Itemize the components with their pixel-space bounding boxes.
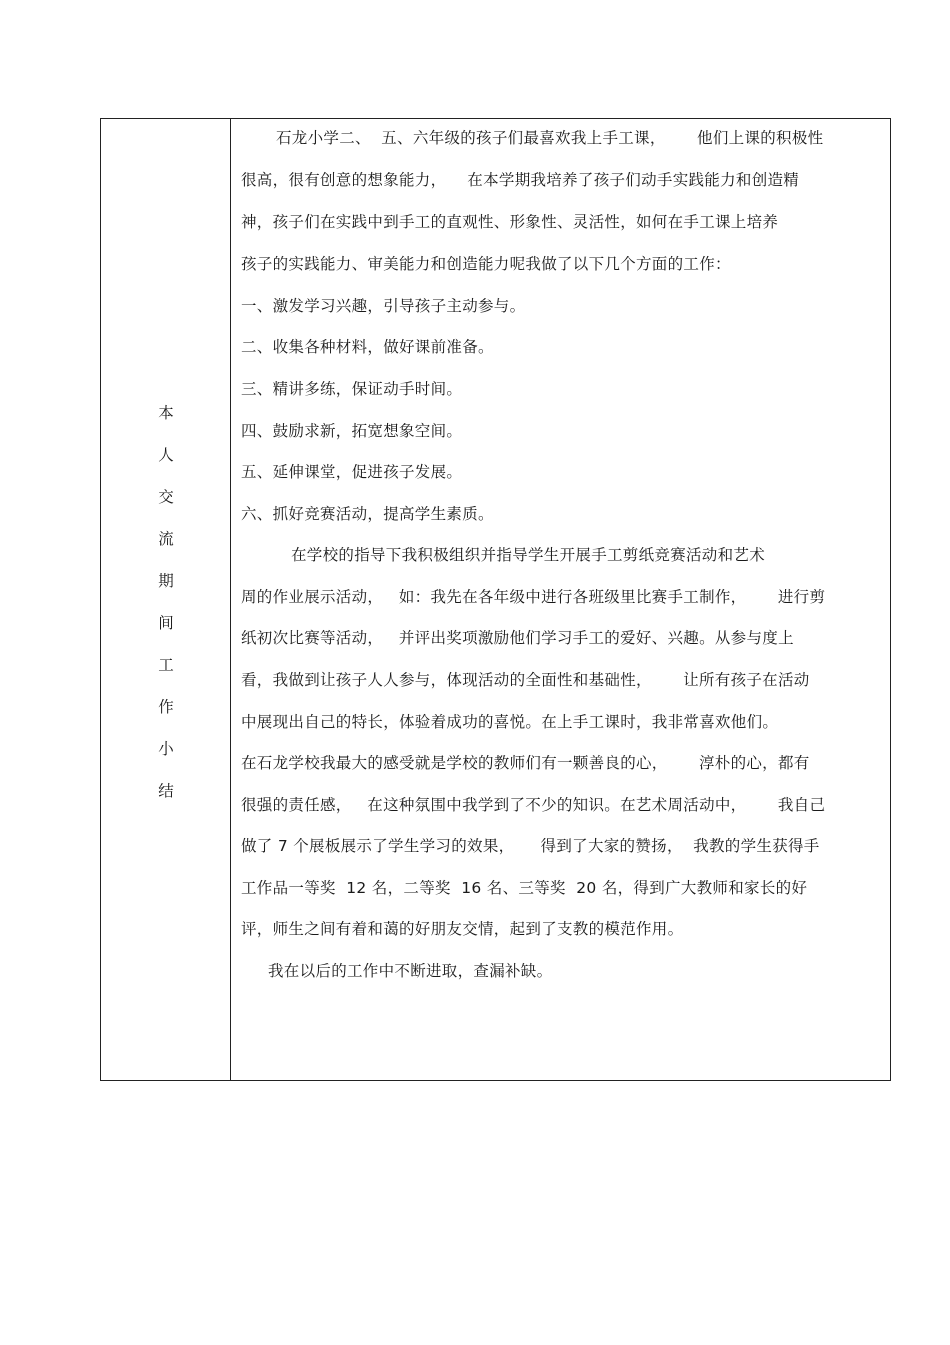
paragraph-line: 纸初次比赛等活动， 并评出奖项激励他们学习手工的爱好、兴趣。从参与度上 (241, 629, 794, 647)
label-char: 本 (158, 404, 174, 422)
list-item: 一、激发学习兴趣，引导孩子主动参与。 (241, 297, 526, 315)
paragraph-line: 很强的责任感， 在这种氛围中我学到了不少的知识。在艺术周活动中， 我自己 (241, 796, 826, 814)
paragraph-line: 工作品一等奖 12 名，二等奖 16 名、三等奖 20 名，得到广大教师和家长的好 (241, 879, 808, 897)
paragraph-line: 石龙小学二、 五、六年级的孩子们最喜欢我上手工课， 他们上课的积极性 (276, 129, 824, 147)
paragraph-line: 评，师生之间有着和蔼的好朋友交情，起到了支教的模范作用。 (241, 920, 684, 938)
paragraph-line: 中展现出自己的特长，体验着成功的喜悦。在上手工课时，我非常喜欢他们。 (241, 713, 779, 731)
paragraph-line: 孩子的实践能力、审美能力和创造能力呢我做了以下几个方面的工作： (241, 255, 731, 273)
label-char: 作 (158, 698, 174, 716)
list-item: 六、抓好竞赛活动，提高学生素质。 (241, 505, 494, 523)
label-column (101, 119, 231, 1080)
label-char: 期 (158, 572, 174, 590)
paragraph-line: 周的作业展示活动， 如：我先在各年级中进行各班级里比赛手工制作， 进行剪 (241, 588, 826, 606)
label-char: 间 (158, 614, 174, 632)
paragraph-line: 做了 7 个展板展示了学生学习的效果， 得到了大家的赞扬， 我教的学生获得手 (241, 837, 820, 855)
paragraph-line: 很高，很有创意的想象能力， 在本学期我培养了孩子们动手实践能力和创造精 (241, 171, 800, 189)
paragraph-line: 神，孩子们在实践中到手工的直观性、形象性、灵活性，如何在手工课上培养 (241, 213, 779, 231)
label-char: 人 (158, 446, 174, 464)
list-item: 三、精讲多练，保证动手时间。 (241, 380, 463, 398)
paragraph-line: 看，我做到让孩子人人参与，体现活动的全面性和基础性， 让所有孩子在活动 (241, 671, 810, 689)
label-char: 结 (158, 782, 174, 800)
label-char: 小 (158, 740, 174, 758)
list-item: 二、收集各种材料，做好课前准备。 (241, 338, 494, 356)
list-item: 四、鼓励求新，拓宽想象空间。 (241, 422, 463, 440)
label-char: 交 (158, 488, 174, 506)
label-char: 工 (158, 656, 174, 674)
label-char: 流 (158, 530, 174, 548)
paragraph-line: 在学校的指导下我积极组织并指导学生开展手工剪纸竞赛活动和艺术 (291, 546, 766, 564)
list-item: 五、延伸课堂，促进孩子发展。 (241, 463, 463, 481)
paragraph-line: 我在以后的工作中不断进取，查漏补缺。 (268, 962, 553, 980)
paragraph-line: 在石龙学校我最大的感受就是学校的教师们有一颗善良的心， 淳朴的心，都有 (241, 754, 810, 772)
